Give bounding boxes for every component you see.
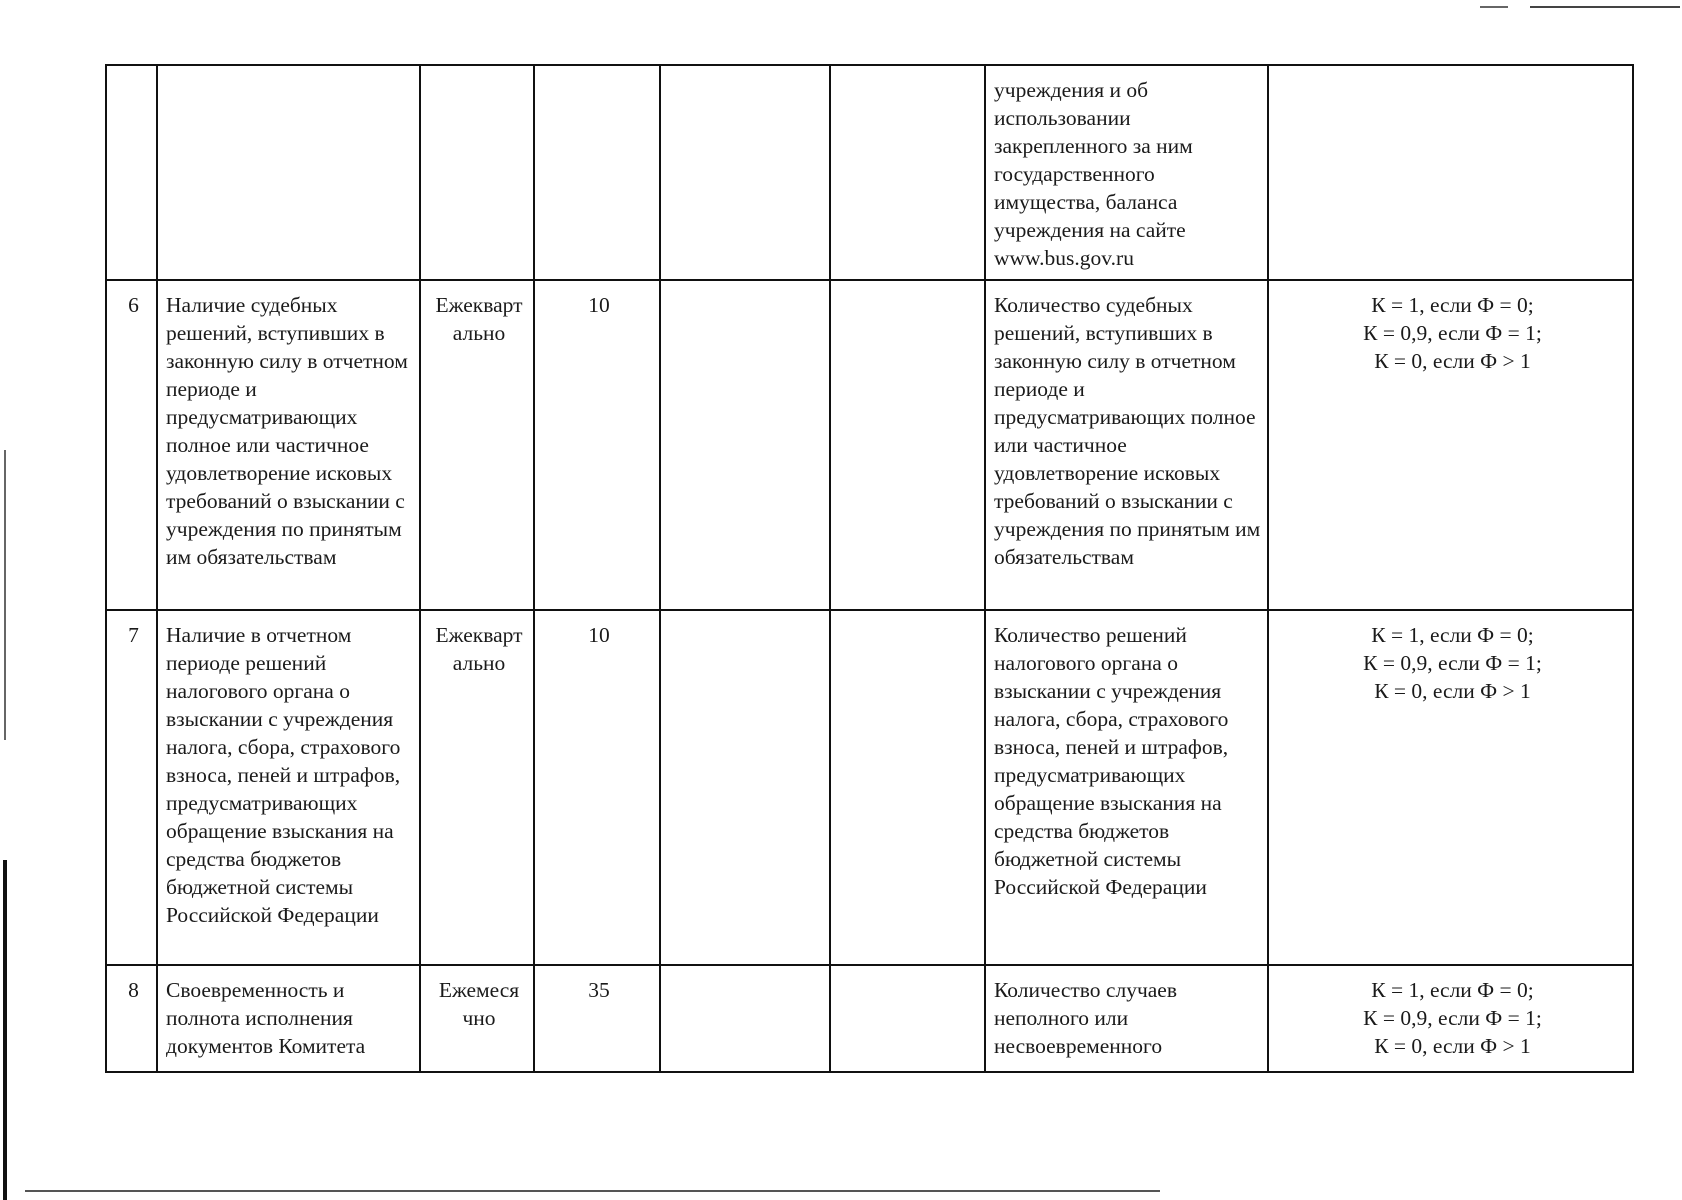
indicator-cell: Своевременность и полнота исполнения документов Комитета <box>157 965 420 1072</box>
frequency-cell: Ежемеся чно <box>420 965 534 1072</box>
empty-cell <box>830 610 985 965</box>
indicator-cell: Наличие в отчетном периоде решений налогового органа о взыскании с учреждения налога, сбора, страхового взноса, пеней и штрафов, предусматривающих обращение взыскания на средства бюджетов бюджетной системы Российской Федерации <box>157 610 420 965</box>
row-number <box>106 65 157 280</box>
weight-cell: 10 <box>534 610 660 965</box>
table-row <box>106 65 1633 280</box>
indicators-table <box>105 64 1634 1073</box>
rule-line: К = 1, если Ф = 0; <box>1371 623 1534 647</box>
rule-line: К = 0,9, если Ф = 1; <box>1363 1006 1542 1030</box>
frequency-cell: Ежекварт ально <box>420 610 534 965</box>
rule-cell <box>1268 965 1633 1072</box>
rule-cell <box>1268 280 1633 610</box>
scan-edge-mark <box>1480 6 1508 8</box>
rule-line: К = 1, если Ф = 0; <box>1371 978 1534 1002</box>
description-cell: учреждения и об использовании закрепленного за ним государственного имущества, баланса учреждения на сайте www.bus.gov.ru <box>985 65 1268 280</box>
table-row <box>106 280 1633 610</box>
empty-cell <box>660 965 830 1072</box>
empty-cell <box>830 65 985 280</box>
scan-edge-mark <box>3 860 7 1200</box>
rule-line: К = 0,9, если Ф = 1; <box>1363 321 1542 345</box>
rule-line: К = 0, если Ф > 1 <box>1374 1034 1531 1058</box>
scan-edge-mark <box>4 450 6 740</box>
row-number: 6 <box>106 280 157 610</box>
indicator-cell <box>157 65 420 280</box>
empty-cell <box>660 610 830 965</box>
rule-line: К = 1, если Ф = 0; <box>1371 293 1534 317</box>
indicator-cell: Наличие судебных решений, вступивших в законную силу в отчетном периоде и предусматривающих полное или частичное удовлетворение исковых требований о взыскании с учреждения по принятым им обязательствам <box>157 280 420 610</box>
rule-line: К = 0, если Ф > 1 <box>1374 349 1531 373</box>
description-cell: Количество решений налогового органа о взыскании с учреждения налога, сбора, страхового взноса, пеней и штрафов, предусматривающих обращение взыскания на средства бюджетов бюджетной системы Российской Федерации <box>985 610 1268 965</box>
empty-cell <box>830 965 985 1072</box>
description-cell: Количество судебных решений, вступивших в законную силу в отчетном периоде и предусматривающих полное или частичное удовлетворение исковых требований о взыскании с учреждения по принятым им обязательствам <box>985 280 1268 610</box>
weight-cell <box>534 65 660 280</box>
table-row <box>106 965 1633 1072</box>
empty-cell <box>830 280 985 610</box>
rule-line: К = 0,9, если Ф = 1; <box>1363 651 1542 675</box>
row-number: 8 <box>106 965 157 1072</box>
rule-cell <box>1268 65 1633 280</box>
weight-cell: 35 <box>534 965 660 1072</box>
rule-cell <box>1268 610 1633 965</box>
frequency-cell <box>420 65 534 280</box>
empty-cell <box>660 280 830 610</box>
row-number: 7 <box>106 610 157 965</box>
table-row <box>106 610 1633 965</box>
frequency-cell: Ежекварт ально <box>420 280 534 610</box>
scan-edge-mark <box>25 1190 1160 1192</box>
description-cell: Количество случаев неполного или несвоевременного <box>985 965 1268 1072</box>
scan-edge-mark <box>1530 6 1680 8</box>
rule-line: К = 0, если Ф > 1 <box>1374 679 1531 703</box>
weight-cell: 10 <box>534 280 660 610</box>
empty-cell <box>660 65 830 280</box>
